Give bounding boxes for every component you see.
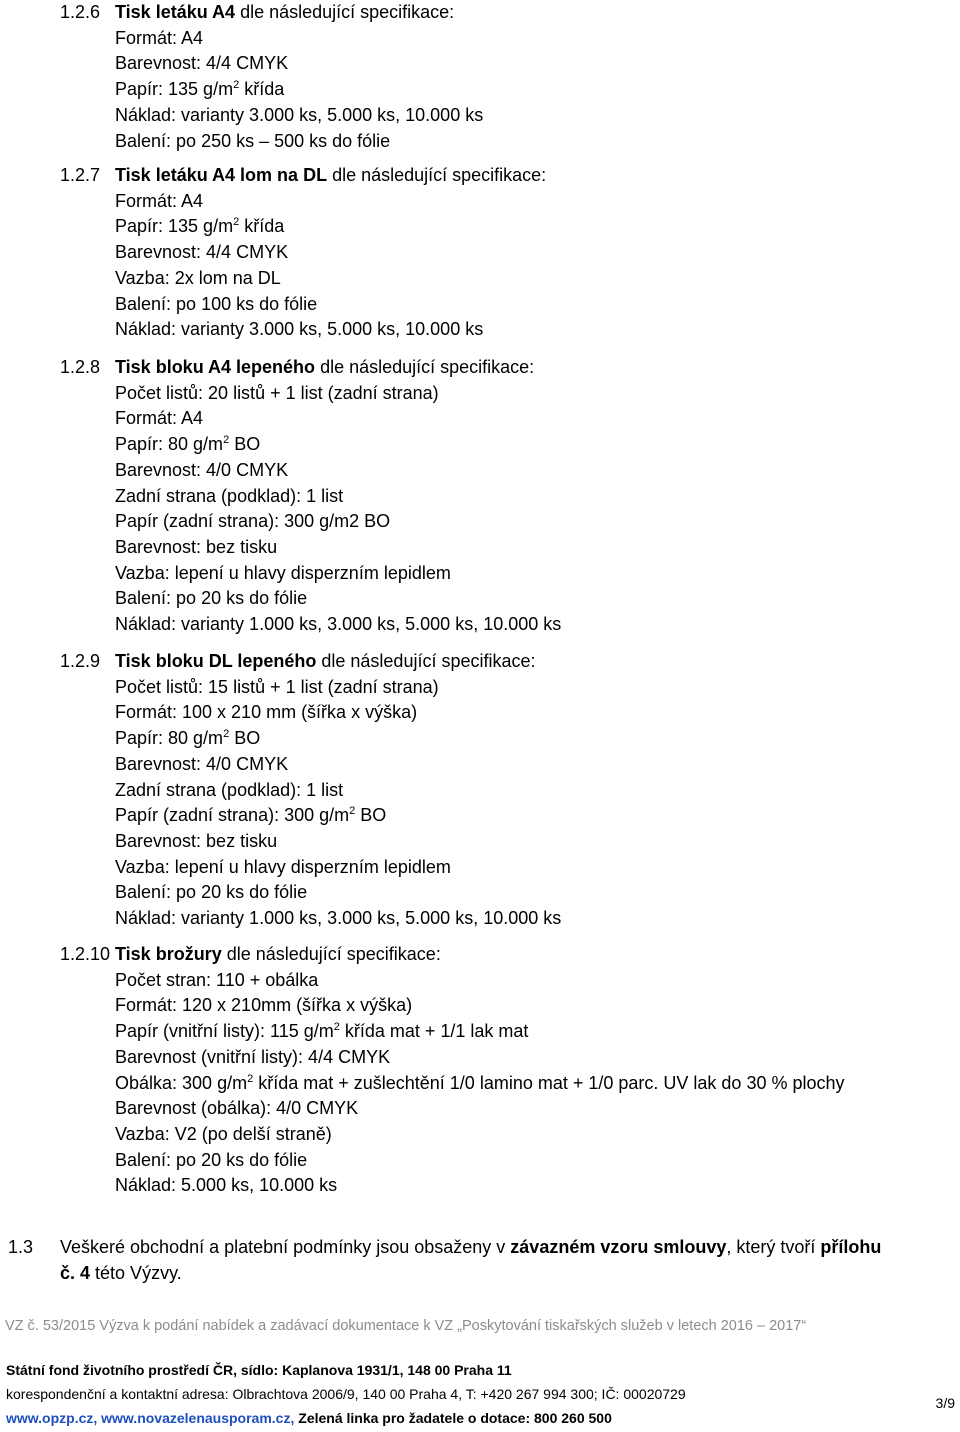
spec-line: Balení: po 20 ks do fólie: [115, 882, 308, 903]
section-1-2-10: [60, 942, 890, 1199]
spec-line: Formát: 120 x 210mm (šířka x výška): [115, 995, 413, 1016]
spec-line: Barevnost: bez tisku: [115, 830, 278, 851]
spec-line: Papír: 135 $g/m^2$ křída: [115, 79, 285, 100]
section-1-2-6: [60, 0, 890, 154]
spec-line: Barevnost: 4/4 CMYK: [115, 53, 289, 74]
spec-line: Vazba: lepení u hlavy disperzním lepidlem: [115, 856, 451, 877]
spec-line: Barevnost: bez tisku: [115, 536, 278, 557]
spec-line: Papír: 135 $g/m^2$ křída: [115, 216, 285, 237]
section-number: 1.2.10: [60, 944, 111, 964]
link-novazelenausporam[interactable]: www.novazelenausporam.cz,: [101, 1410, 295, 1426]
spec-line: Obálka: 300 $g/m^2$ křída mat + zušlechtění 1/0 lamino mat + 1/0 parc. UV lak do 30 % plochy: [115, 1072, 845, 1093]
section-1-2-9: [60, 649, 890, 932]
section-heading: [115, 649, 890, 675]
spec-line: Náklad: varianty 3.000 ks, 5.000 ks, 10.000 ks: [115, 104, 484, 125]
heading-bold: Tisk letáku A4 lom na DL: [115, 165, 328, 185]
document-reference-line: VZ č. 53/2015 Výzva k podání nabídek a zadávací dokumentace k VZ „Poskytování tiskařských služeb v letech 2016 – 2017“: [5, 1318, 807, 1334]
page-number: 3/9: [935, 1395, 955, 1411]
spec-line: Formát: A4: [115, 190, 204, 211]
spec-line: Náklad: varianty 1.000 ks, 3.000 ks, 5.000 ks, 10.000 ks: [115, 908, 562, 929]
heading-bold: Tisk bloku A4 lepeného: [115, 357, 316, 377]
spec-line: Balení: po 20 ks do fólie: [115, 588, 308, 609]
spec-line: Barevnost: 4/0 CMYK: [115, 459, 289, 480]
spec-line: Papír (vnitřní listy): 115 $g/m^2$ křída mat + 1/1 lak mat: [115, 1021, 529, 1042]
section-number: 1.2.8: [60, 357, 101, 377]
spec-line: Vazba: lepení u hlavy disperzním lepidlem: [115, 562, 451, 583]
spec-line: Počet listů: 15 listů + 1 list (zadní strana): [115, 676, 439, 697]
section-heading: [115, 942, 890, 968]
section-1-2-7: [60, 163, 890, 343]
spec-line: Balení: po 250 ks – 500 ks do fólie: [115, 130, 391, 151]
heading-rest: dle následující specifikace:: [327, 165, 547, 185]
footer-organization: Státní fond životního prostředí ČR, sídlo: Kaplanova 1931/1, 148 00 Praha 11: [6, 1362, 512, 1378]
section-number: 1.2.7: [60, 165, 101, 185]
spec-line: Vazba: 2x lom na DL: [115, 267, 281, 288]
spec-line: Papír: 80 $g/m^2$ BO: [115, 434, 261, 455]
section-1-2-8: [60, 355, 890, 638]
section-heading: [115, 355, 890, 381]
spec-line: Papír (zadní strana): 300 $g/m^2$ BO: [115, 805, 387, 826]
spec-line: Formát: A4: [115, 408, 204, 429]
section-heading: [115, 163, 890, 189]
section-number: 1.2.9: [60, 651, 101, 671]
spec-line: Počet stran: 110 + obálka: [115, 969, 319, 990]
spec-line: Papír (zadní strana): 300 g/m2 BO: [115, 511, 391, 532]
spec-line: Barevnost: 4/0 CMYK: [115, 753, 289, 774]
spec-line: Formát: 100 x 210 mm (šířka x výška): [115, 702, 418, 723]
heading-rest: dle následující specifikace:: [315, 357, 535, 377]
spec-line: Barevnost: 4/4 CMYK: [115, 242, 289, 263]
spec-line: Formát: A4: [115, 27, 204, 48]
section-number: 1.2.6: [60, 2, 101, 22]
spec-line: Barevnost (vnitřní listy): 4/4 CMYK: [115, 1046, 391, 1067]
spec-line: Papír: 80 $g/m^2$ BO: [115, 728, 261, 749]
spec-line: Náklad: varianty 1.000 ks, 3.000 ks, 5.000 ks, 10.000 ks: [115, 614, 562, 635]
footer-links: [6, 1410, 612, 1426]
footer-address: korespondenční a kontaktní adresa: Olbrachtova 2006/9, 140 00 Praha 4, T: +420 267 994 300; IČ: 00020729: [6, 1386, 686, 1402]
paragraph: Veškeré obchodní a platební podmínky jsou obsaženy v závazném vzoru smlouvy, který tvoří přílohu č. 4 této Výzvy.: [60, 1237, 882, 1283]
spec-line: Zadní strana (podklad): 1 list: [115, 485, 344, 506]
heading-rest: dle následující specifikace:: [221, 944, 441, 964]
spec-line: Balení: po 20 ks do fólie: [115, 1149, 308, 1170]
spec-line: Zadní strana (podklad): 1 list: [115, 779, 344, 800]
heading-bold: Tisk bloku DL lepeného: [115, 651, 317, 671]
section-1-3: [0, 1235, 900, 1286]
hotline-text: Zelená linka pro žadatele o dotace: 800 260 500: [298, 1410, 612, 1426]
spec-line: Barevnost (obálka): 4/0 CMYK: [115, 1098, 359, 1119]
spec-line: Vazba: V2 (po delší straně): [115, 1123, 332, 1144]
spec-line: Náklad: varianty 3.000 ks, 5.000 ks, 10.000 ks: [115, 319, 484, 340]
heading-bold: Tisk brožury: [115, 944, 222, 964]
heading-rest: dle následující specifikace:: [316, 651, 536, 671]
heading-rest: dle následující specifikace:: [235, 2, 455, 22]
section-number: 1.3: [8, 1237, 34, 1257]
spec-line: Počet listů: 20 listů + 1 list (zadní strana): [115, 382, 439, 403]
spec-line: Náklad: 5.000 ks, 10.000 ks: [115, 1175, 338, 1196]
section-heading: [115, 0, 890, 26]
heading-bold: Tisk letáku A4: [115, 2, 236, 22]
link-opzp[interactable]: www.opzp.cz,: [6, 1410, 98, 1426]
spec-line: Balení: po 100 ks do fólie: [115, 293, 318, 314]
